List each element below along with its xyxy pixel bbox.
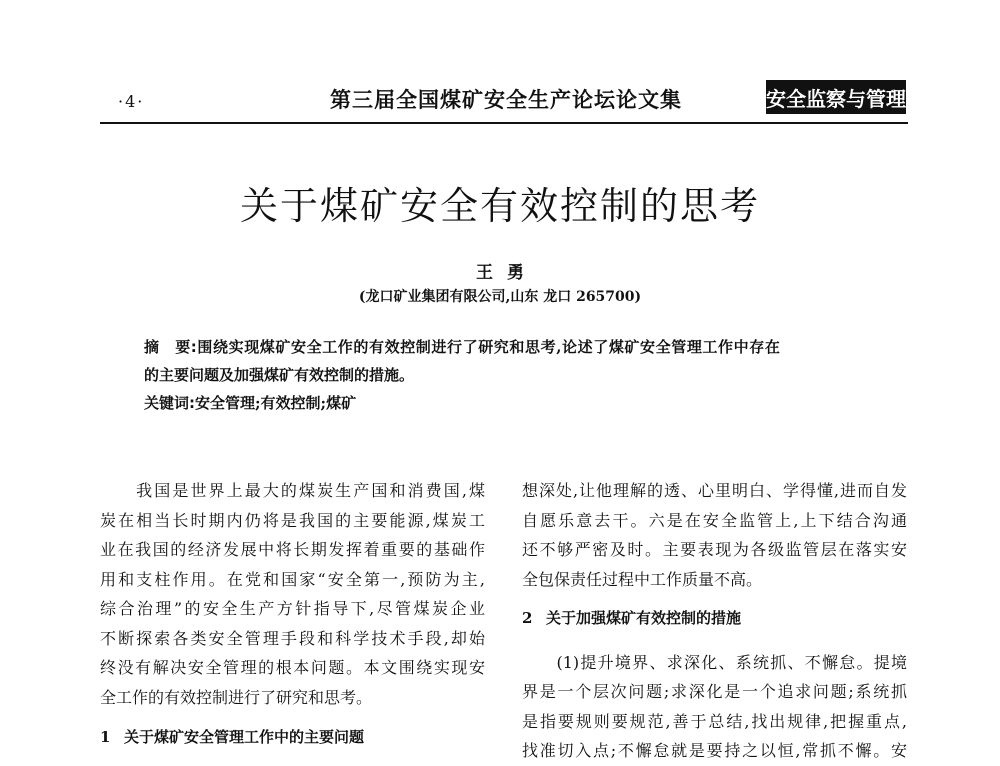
section-2-title: 关于加强煤矿有效控制的措施	[546, 609, 742, 627]
body-line: 炭在相当长时期内仍将是我国的主要能源,煤炭工	[100, 510, 485, 530]
body-line: 找准切入点;不懈怠就是要持之以恒,常抓不懈。安	[522, 741, 907, 760]
section-1-title: 关于煤矿安全管理工作中的主要问题	[124, 728, 365, 746]
body-line: 自愿乐意去干。六是在安全监管上,上下结合沟通	[522, 510, 907, 530]
section-1-heading	[100, 723, 485, 753]
body-line: 我国是世界上最大的煤炭生产国和消费国,煤	[100, 481, 485, 500]
body-line: 想深处,让他理解的透、心里明白、学得懂,进而自发	[522, 481, 907, 500]
right-column	[522, 476, 907, 766]
section-2-heading	[522, 604, 907, 634]
abstract-line-1	[144, 333, 884, 361]
article-title: 关于煤矿安全有效控制的思考	[239, 184, 760, 228]
section-badge: 安全监察与管理	[766, 80, 906, 114]
body-line: 终没有解决安全管理的根本问题。本文围绕实现安	[100, 658, 485, 677]
body-line: 不断探索各类安全管理手段和科学技术手段,却始	[100, 628, 485, 648]
article-affiliation: (龙口矿业集团有限公司,山东 龙口 265700)	[358, 289, 642, 305]
body-line: 业在我国的经济发展中将长期发挥着重要的基础作	[100, 540, 485, 559]
page-number: ·4·	[118, 92, 145, 111]
abstract-label: 摘 要:	[144, 338, 198, 356]
article-author: 王勇	[476, 263, 538, 283]
body-line: 用和支柱作用。在党和国家“安全第一,预防为主,	[100, 569, 485, 589]
body-line: 综合治理”的安全生产方针指导下,尽管煤炭企业	[100, 599, 485, 618]
section-2-number: 2	[522, 609, 533, 627]
body-line: (1)提升境界、求深化、系统抓、不懈怠。提境	[522, 652, 907, 672]
header-rule	[100, 122, 908, 124]
abstract-text-1: 围绕实现煤矿安全工作的有效控制进行了研究和思考,论述了煤矿安全管理工作中存在	[197, 338, 781, 356]
body-line: 界是一个层次问题;求深化是一个追求问题;系统抓	[522, 682, 907, 701]
keywords-label: 关键词:	[144, 394, 195, 412]
section-1-number: 1	[100, 728, 111, 746]
abstract-block	[144, 333, 884, 417]
abstract-line-2: 的主要问题及加强煤矿有效控制的措施。	[144, 366, 415, 384]
collection-title: 第三届全国煤矿安全生产论坛论文集	[330, 88, 682, 112]
keywords-line	[144, 389, 884, 417]
body-line: 是指要规则要规范,善于总结,找出规律,把握重点,	[522, 711, 907, 731]
keywords-text: 安全管理;有效控制;煤矿	[195, 394, 357, 412]
body-line: 还不够严密及时。主要表现为各级监管层在落实安	[522, 540, 907, 559]
body-line: 全包保责任过程中工作质量不高。	[522, 569, 763, 589]
body-line: 全工作的有效控制进行了研究和思考。	[100, 687, 373, 707]
left-column	[100, 476, 485, 753]
